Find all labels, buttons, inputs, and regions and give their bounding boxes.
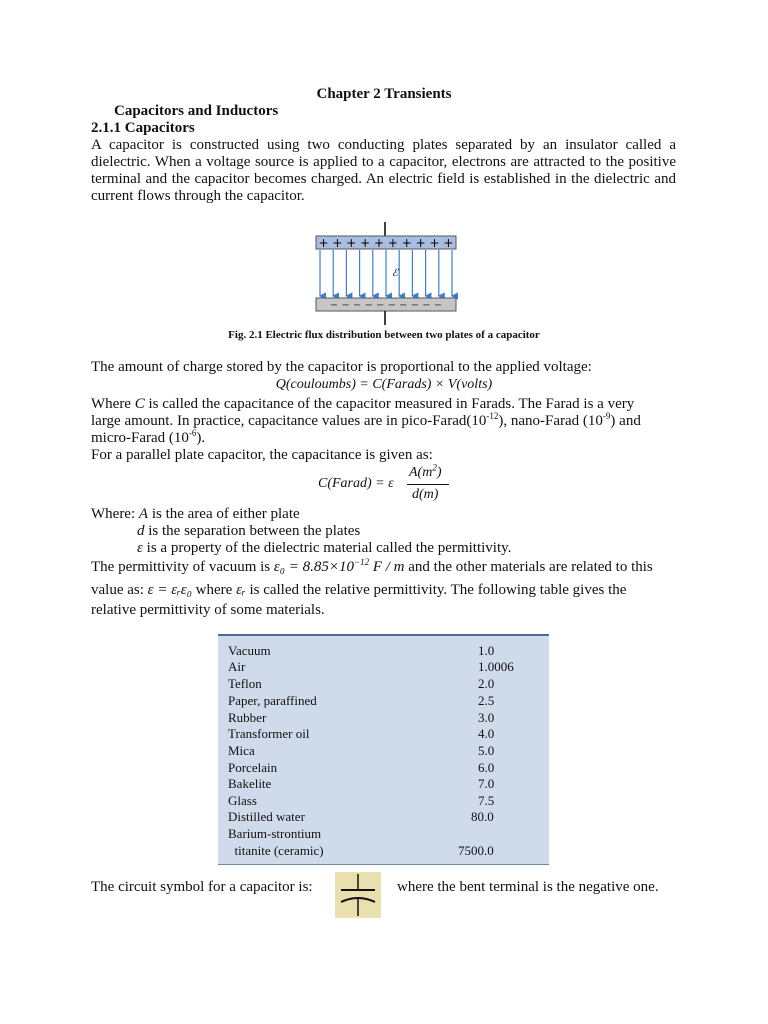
material-cell: Teflon [228, 676, 262, 691]
table-row [218, 826, 549, 842]
table-row [218, 676, 549, 692]
table-row [218, 776, 549, 792]
unit: F / m [369, 559, 405, 575]
material-cell: Mica [228, 743, 255, 758]
value-cell: 5.0 [478, 743, 495, 758]
exponent: -9 [602, 411, 611, 421]
value-cell: 2.0 [478, 676, 495, 691]
table-row [218, 760, 549, 776]
vacuum-permittivity-eq: ε₀ = 8.85×10 [273, 559, 355, 575]
permittivity-line-3: relative permittivity of some materials. [91, 602, 325, 618]
material-cell: Paper, paraffined [228, 693, 317, 708]
where-line-3 [137, 540, 511, 557]
text-span: Where: [91, 506, 139, 522]
value-cell: 6.0 [478, 760, 495, 775]
value-cell: 1.0006 [478, 659, 514, 674]
intro-paragraph: A capacitor is constructed using two conducting plates separated by an insulator called a dielectric. When a voltage source is applied to a capacitor, electrons are attracted to the positive terminal and the capacitor becomes charged. An electric field is established in the dielectric and current flows through the capacitor. [91, 137, 676, 204]
section-title: Capacitors and Inductors [114, 103, 279, 119]
text-span: is called the capacitance of the capacitor measured in Farads. The Farad is a very [144, 396, 635, 412]
text-span: where [191, 582, 237, 598]
exponent: -6 [188, 428, 197, 438]
text-span: and the other materials are related to this [404, 559, 653, 575]
flux-diagram [310, 222, 460, 326]
capacitor-symbol [335, 872, 381, 918]
charge-sentence: The amount of charge stored by the capacitor is proportional to the applied voltage: [91, 359, 592, 375]
chapter-title: Chapter 2 Transients [316, 86, 452, 102]
table-row [218, 809, 549, 825]
equation-charge: Q(couloumbs) = C(Farads) × V(volts) [275, 377, 493, 392]
value-cell: 4.0 [478, 726, 495, 741]
text-span: large amount. In practice, capacitance values are in pico-Farad(10 [91, 413, 487, 429]
symbol-a: A [138, 506, 149, 522]
symbol-d: d [137, 523, 145, 539]
table-row [218, 643, 549, 659]
text-span: is a property of the dielectric material called the permittivity. [142, 540, 512, 556]
flux-arrows [320, 250, 452, 296]
subsection-title: 2.1.1 Capacitors [91, 120, 195, 136]
symbol-epsilon: ε [137, 540, 143, 556]
text-span: is the separation between the plates [144, 523, 361, 539]
table-row [218, 693, 549, 709]
parallel-plate-sentence: For a parallel plate capacitor, the capacitance is given as: [91, 447, 433, 463]
table-row [218, 743, 549, 759]
relative-permittivity-eq: ε = εᵣε₀ [147, 582, 192, 598]
figure-caption: Fig. 2.1 Electric flux distribution between two plates of a capacitor [228, 329, 540, 341]
exponent: -12 [486, 411, 499, 421]
material-cell: Bakelite [228, 776, 272, 791]
fraction-bar [407, 484, 449, 485]
equation-denominator: d(m) [412, 487, 439, 502]
value-cell: 3.0 [478, 710, 495, 725]
value-cell: 7500.0 [458, 843, 494, 858]
material-cell: Glass [228, 793, 257, 808]
capacitor-flux-figure [310, 222, 460, 331]
table-row [218, 659, 549, 675]
plus-signs: + + + + + + + + + + [318, 236, 454, 250]
table-row [218, 793, 549, 809]
minus-signs: − − − − − − − − − − [329, 300, 443, 311]
material-cell: Transformer oil [228, 726, 310, 741]
text-span: ), nano-Farad (10 [498, 413, 603, 429]
text-span: micro-Farad (10 [91, 430, 189, 446]
symbol-sentence-end: where the bent terminal is the negative one. [397, 879, 659, 895]
table-row [218, 710, 549, 726]
text-span: Where [91, 396, 135, 412]
value-cell: 80.0 [471, 809, 494, 824]
value-cell: 7.0 [478, 776, 495, 791]
where-line-1 [91, 506, 300, 523]
value-cell: 7.5 [478, 793, 495, 808]
text-span: ) [436, 465, 442, 480]
text-span: ). [196, 430, 206, 446]
permittivity-line-2 [91, 582, 626, 599]
material-cell: Distilled water [228, 809, 305, 824]
material-cell: Rubber [228, 710, 267, 725]
permittivity-line-1 [91, 559, 653, 576]
text-span: is called the relative permittivity. The following table gives the [245, 582, 627, 598]
symbol-sentence-start: The circuit symbol for a capacitor is: [91, 879, 313, 895]
material-cell: Air [228, 659, 246, 674]
equation-lhs: C(Farad) = ε [318, 476, 394, 491]
value-cell: 1.0 [478, 643, 495, 658]
where-line-2 [137, 523, 360, 540]
text-span: is the area of either plate [148, 506, 300, 522]
capacitance-line-2 [91, 413, 641, 430]
exponent: 2 [432, 462, 437, 473]
field-symbol: ℰ [392, 268, 399, 279]
symbol-epsilon-r: εᵣ [236, 582, 246, 598]
text-span: The permittivity of vacuum is [91, 559, 274, 575]
text-span: A(m [409, 465, 433, 480]
exponent: −12 [354, 557, 370, 567]
permittivity-table [218, 634, 549, 865]
capacitor-symbol-icon [335, 872, 381, 918]
material-cell: titanite (ceramic) [228, 843, 324, 858]
capacitance-line-1 [91, 396, 634, 413]
text-span: ) and [610, 413, 641, 429]
equation-numerator [409, 462, 442, 481]
symbol-c: C [134, 396, 145, 412]
table-row [218, 843, 549, 859]
text-span: value as: [91, 582, 148, 598]
table-row [218, 726, 549, 742]
material-cell: Vacuum [228, 643, 271, 658]
value-cell: 2.5 [478, 693, 495, 708]
material-cell: Barium-strontium [228, 826, 322, 841]
capacitance-line-3 [91, 430, 205, 447]
material-cell: Porcelain [228, 760, 278, 775]
